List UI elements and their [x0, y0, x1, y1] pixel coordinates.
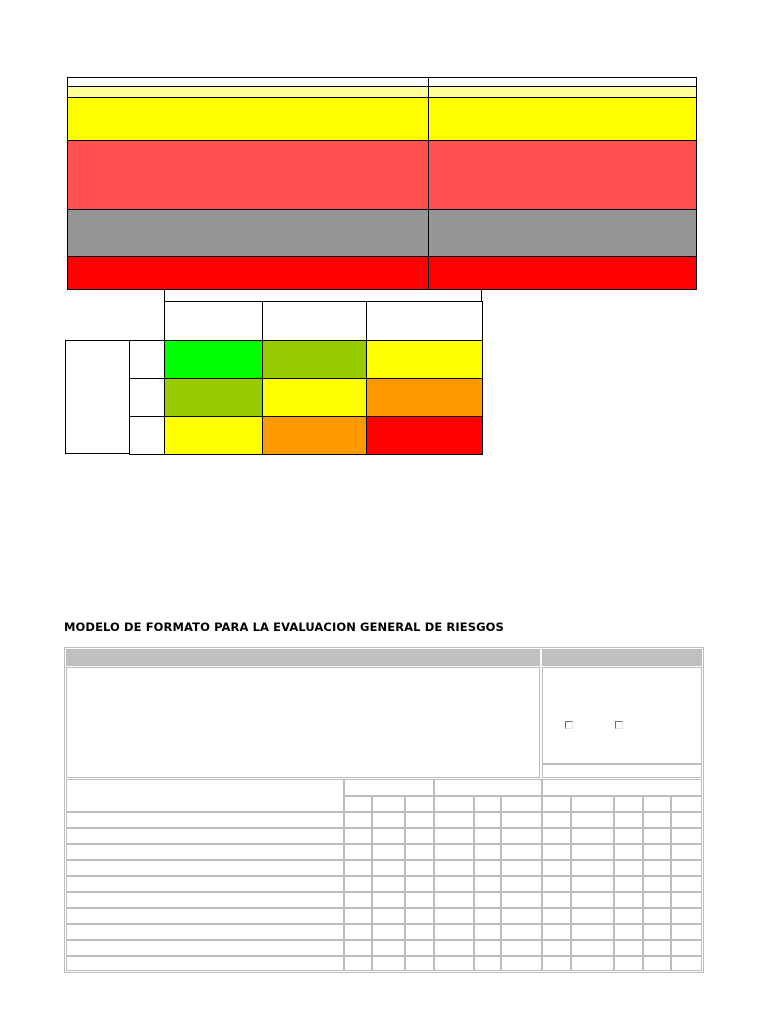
form-table-cell[interactable] — [405, 908, 434, 924]
option-checkbox[interactable] — [565, 721, 573, 729]
matrix-cell — [164, 378, 263, 417]
form-subcolumn-header — [372, 796, 405, 812]
form-table-cell — [66, 892, 344, 908]
form-table-cell[interactable] — [344, 940, 372, 956]
matrix-cell — [262, 378, 367, 417]
form-table-cell[interactable] — [542, 828, 571, 844]
form-table-cell[interactable] — [614, 908, 643, 924]
form-table-cell[interactable] — [542, 892, 571, 908]
form-table-cell[interactable] — [571, 828, 614, 844]
option-checkbox[interactable] — [615, 721, 623, 729]
form-subcolumn-header — [671, 796, 702, 812]
form-table-cell[interactable] — [474, 844, 501, 860]
form-table-cell[interactable] — [501, 892, 542, 908]
form-table-cell[interactable] — [501, 940, 542, 956]
form-table-cell[interactable] — [372, 812, 405, 828]
matrix-row-label — [129, 378, 165, 417]
form-subcolumn-header — [643, 796, 671, 812]
form-table-cell[interactable] — [474, 940, 501, 956]
form-table-cell[interactable] — [344, 908, 372, 924]
form-table-cell[interactable] — [474, 956, 501, 971]
form-subcolumn-header — [405, 796, 434, 812]
form-table-cell[interactable] — [643, 940, 671, 956]
form-table-cell[interactable] — [614, 812, 643, 828]
form-table-cell[interactable] — [372, 828, 405, 844]
form-table-cell[interactable] — [542, 908, 571, 924]
form-table-cell[interactable] — [434, 956, 474, 971]
form-header-left — [66, 649, 540, 666]
form-table-cell[interactable] — [405, 860, 434, 876]
evaluation-form — [64, 647, 704, 973]
form-table-cell[interactable] — [434, 860, 474, 876]
form-table-cell[interactable] — [571, 892, 614, 908]
form-options-box — [542, 667, 702, 764]
form-table-cell[interactable] — [542, 940, 571, 956]
matrix-row-label — [129, 416, 165, 455]
form-table-cell[interactable] — [372, 876, 405, 892]
form-table-cell[interactable] — [434, 812, 474, 828]
form-table-cell[interactable] — [405, 940, 434, 956]
matrix-cell — [262, 340, 367, 379]
form-table-cell[interactable] — [501, 956, 542, 971]
form-table-cell[interactable] — [501, 828, 542, 844]
form-table-cell[interactable] — [405, 876, 434, 892]
form-table-cell[interactable] — [501, 876, 542, 892]
matrix-column-header — [366, 301, 483, 341]
form-table-cell — [66, 908, 344, 924]
form-table-cell[interactable] — [501, 844, 542, 860]
form-table-cell — [66, 940, 344, 956]
form-subcolumn-header — [434, 796, 474, 812]
form-hazard-header — [66, 779, 344, 812]
matrix-cell — [366, 340, 483, 379]
form-table-cell[interactable] — [671, 940, 702, 956]
form-table-cell[interactable] — [614, 956, 643, 971]
form-table-cell — [66, 828, 344, 844]
form-table-cell[interactable] — [571, 940, 614, 956]
matrix-row-label — [129, 340, 165, 379]
form-table-cell[interactable] — [542, 844, 571, 860]
form-table-cell[interactable] — [643, 892, 671, 908]
form-table-cell[interactable] — [501, 908, 542, 924]
form-table-cell[interactable] — [571, 812, 614, 828]
form-table-cell[interactable] — [671, 908, 702, 924]
form-table-cell[interactable] — [643, 908, 671, 924]
form-table-cell[interactable] — [434, 828, 474, 844]
form-group-header — [434, 779, 542, 796]
risk-band-yellow-cell — [67, 97, 429, 141]
form-table-cell — [66, 812, 344, 828]
form-table-cell[interactable] — [405, 924, 434, 940]
form-table-cell[interactable] — [434, 924, 474, 940]
form-table-cell[interactable] — [671, 892, 702, 908]
form-table-cell[interactable] — [542, 876, 571, 892]
form-table-cell[interactable] — [474, 876, 501, 892]
risk-band-gray-cell — [428, 209, 697, 257]
form-table-cell[interactable] — [434, 892, 474, 908]
form-table-cell[interactable] — [542, 924, 571, 940]
form-table-cell[interactable] — [671, 956, 702, 971]
form-table-cell[interactable] — [474, 860, 501, 876]
form-table-cell[interactable] — [671, 876, 702, 892]
form-table-cell — [66, 956, 344, 971]
form-table-cell[interactable] — [344, 828, 372, 844]
form-subcolumn-header — [344, 796, 372, 812]
form-table-cell[interactable] — [643, 828, 671, 844]
form-table-cell[interactable] — [571, 908, 614, 924]
form-table-cell[interactable] — [571, 956, 614, 971]
form-table-cell[interactable] — [571, 876, 614, 892]
form-table-cell[interactable] — [643, 844, 671, 860]
risk-band-yellow-cell — [428, 97, 697, 141]
form-table-cell[interactable] — [344, 956, 372, 971]
form-table-cell — [66, 924, 344, 940]
matrix-cell — [164, 340, 263, 379]
form-table-cell[interactable] — [571, 860, 614, 876]
form-table-cell[interactable] — [344, 844, 372, 860]
form-table-cell[interactable] — [571, 924, 614, 940]
form-table-cell[interactable] — [405, 844, 434, 860]
form-options-footer — [542, 764, 702, 778]
form-table-cell[interactable] — [405, 956, 434, 971]
form-table-cell[interactable] — [474, 924, 501, 940]
matrix-cell — [262, 416, 367, 455]
form-table-cell[interactable] — [614, 892, 643, 908]
form-table-cell[interactable] — [614, 924, 643, 940]
form-header-right — [542, 649, 702, 666]
form-group-header — [344, 779, 434, 796]
form-table-cell[interactable] — [344, 812, 372, 828]
matrix-cell — [164, 416, 263, 455]
form-table-cell[interactable] — [372, 860, 405, 876]
form-table-cell[interactable] — [643, 812, 671, 828]
form-table-cell[interactable] — [671, 844, 702, 860]
form-table-cell[interactable] — [501, 860, 542, 876]
form-table-cell[interactable] — [474, 892, 501, 908]
document-title: MODELO DE FORMATO PARA LA EVALUACION GENERAL DE RIESGOS — [64, 620, 504, 634]
form-table-cell[interactable] — [405, 828, 434, 844]
matrix-row-group-label — [65, 340, 130, 454]
form-table-cell[interactable] — [542, 812, 571, 828]
form-table-cell[interactable] — [434, 908, 474, 924]
form-table-cell[interactable] — [372, 908, 405, 924]
form-table-cell[interactable] — [372, 844, 405, 860]
form-table-cell[interactable] — [643, 860, 671, 876]
form-subcolumn-header — [501, 796, 542, 812]
form-table-cell[interactable] — [434, 940, 474, 956]
form-table-cell[interactable] — [671, 860, 702, 876]
form-table-cell[interactable] — [614, 940, 643, 956]
form-table-cell[interactable] — [614, 876, 643, 892]
risk-level-table — [67, 77, 696, 289]
form-table-cell[interactable] — [372, 924, 405, 940]
form-table-cell[interactable] — [344, 860, 372, 876]
form-subcolumn-header — [542, 796, 571, 812]
form-table-cell[interactable] — [671, 828, 702, 844]
form-table-cell[interactable] — [501, 924, 542, 940]
matrix-cell — [366, 416, 483, 455]
risk-matrix — [65, 289, 483, 454]
form-table-cell — [66, 860, 344, 876]
form-table-cell[interactable] — [434, 844, 474, 860]
risk-band-gray-cell — [67, 209, 429, 257]
form-table-cell[interactable] — [344, 924, 372, 940]
form-table-cell[interactable] — [474, 908, 501, 924]
form-table-cell[interactable] — [344, 892, 372, 908]
form-subcolumn-header — [571, 796, 614, 812]
form-general-info-box — [66, 667, 540, 778]
matrix-cell — [366, 378, 483, 417]
form-subcolumn-header — [474, 796, 501, 812]
form-table-cell[interactable] — [474, 828, 501, 844]
form-table-cell[interactable] — [671, 924, 702, 940]
form-table-cell[interactable] — [571, 844, 614, 860]
form-table-cell[interactable] — [344, 876, 372, 892]
form-table-cell[interactable] — [372, 940, 405, 956]
matrix-column-header — [164, 301, 263, 341]
form-subcolumn-header — [614, 796, 643, 812]
form-table-cell[interactable] — [643, 876, 671, 892]
form-table-cell[interactable] — [542, 956, 571, 971]
risk-band-red-cell — [67, 256, 429, 290]
form-table-cell[interactable] — [643, 956, 671, 971]
form-table-cell[interactable] — [434, 876, 474, 892]
form-table-cell[interactable] — [405, 812, 434, 828]
matrix-column-header — [262, 301, 367, 341]
form-table-cell — [66, 844, 344, 860]
form-group-header — [542, 779, 702, 796]
form-table-cell[interactable] — [614, 844, 643, 860]
risk-band-red-cell — [428, 256, 697, 290]
form-table-cell[interactable] — [501, 812, 542, 828]
risk-band-salmon-red-cell — [67, 140, 429, 210]
risk-band-salmon-red-cell — [428, 140, 697, 210]
form-table-cell[interactable] — [405, 892, 434, 908]
form-table-cell[interactable] — [372, 892, 405, 908]
form-table-cell[interactable] — [372, 956, 405, 971]
form-table-cell[interactable] — [542, 860, 571, 876]
form-table-cell[interactable] — [614, 828, 643, 844]
form-table-cell[interactable] — [474, 812, 501, 828]
form-table-cell — [66, 876, 344, 892]
form-table-cell[interactable] — [614, 860, 643, 876]
form-table-cell[interactable] — [671, 812, 702, 828]
form-table-cell[interactable] — [643, 924, 671, 940]
